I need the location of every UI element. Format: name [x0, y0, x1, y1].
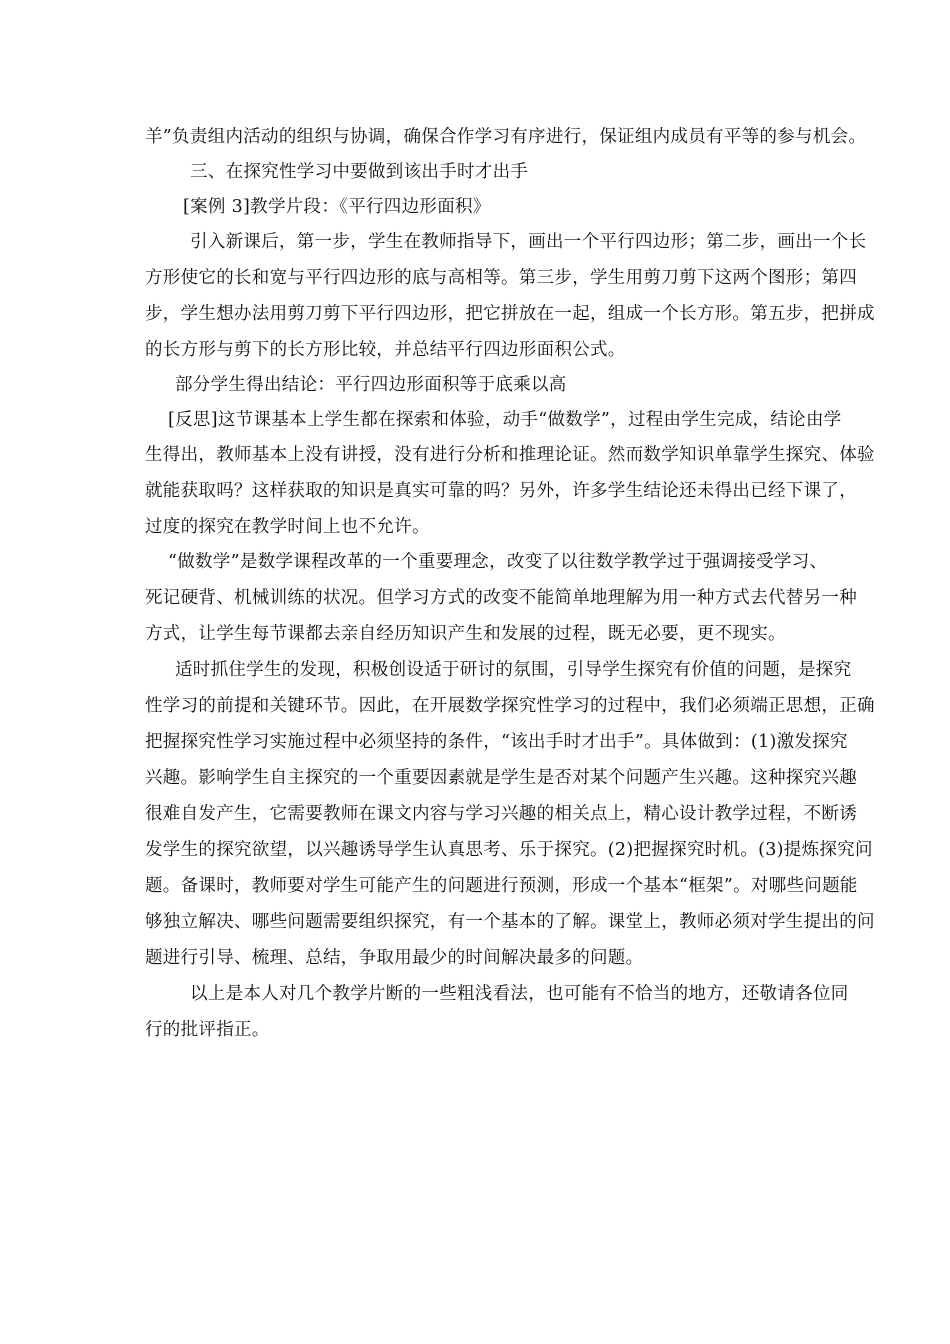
text-line: 死记硬背、机械训练的状况。但学习方式的改变不能简单地理解为用一种方式去代替另一种	[145, 588, 857, 608]
text-line: 步，学生想办法用剪刀剪下平行四边形，把它拼放在一起，组成一个长方形。第五步，把拼成	[145, 304, 875, 324]
text-line: 兴趣。影响学生自主探究的一个重要因素就是学生是否对某个问题产生兴趣。这种探究兴趣	[145, 768, 857, 788]
text-line: 引入新课后，第一步，学生在教师指导下，画出一个平行四边形；第二步，画出一个长	[190, 232, 867, 252]
text-line: 生得出，教师基本上没有讲授，没有进行分析和推理论证。然而数学知识单靠学生探究、体验	[145, 445, 875, 465]
text-line: 题。备课时，教师要对学生可能产生的问题进行预测，形成一个基本“框架”。对哪些问题能	[145, 876, 858, 896]
text-line: 就能获取吗？这样获取的知识是真实可靠的吗？另外，许多学生结论还未得出已经下课了，	[145, 481, 857, 501]
closing-line: 以上是本人对几个教学片断的一些粗浅看法，也可能有不恰当的地方，还敬请各位同	[190, 984, 849, 1004]
text-line: 把握探究性学习实施过程中必须坚持的条件，“该出手时才出手”。具体做到：(1)激发探究	[145, 732, 848, 752]
text-line: 过度的探究在教学时间上也不允许。	[145, 517, 430, 537]
text-line: 方形使它的长和宽与平行四边形的底与高相等。第三步，学生用剪刀剪下这两个图形；第四	[145, 268, 857, 288]
conclusion-line: 部分学生得出结论：平行四边形面积等于底乘以高	[175, 375, 567, 395]
text-line: 够独立解决、哪些问题需要组织探究，有一个基本的了解。课堂上，教师必须对学生提出的问	[145, 912, 875, 932]
text-line: 行的批评指正。	[145, 1020, 270, 1040]
text-line: 发学生的探究欲望，以兴趣诱导学生认真思考、乐于探究。(2)把握探究时机。(3)提炼探究问	[145, 840, 873, 860]
text-line: 羊”负责组内活动的组织与协调，确保合作学习有序进行，保证组内成员有平等的参与机会。	[145, 127, 867, 147]
text-line: 方式，让学生每节课都去亲自经历知识产生和发展的过程，既无必要，更不现实。	[145, 624, 786, 644]
text-line: 性学习的前提和关键环节。因此，在开展数学探究性学习的过程中，我们必须端正思想，正确	[145, 696, 875, 716]
text-line: 很难自发产生，它需要教师在课文内容与学习兴趣的相关点上，精心设计教学过程，不断诱	[145, 804, 857, 824]
case-title: [案例 3]教学片段：《平行四边形面积》	[183, 197, 491, 217]
text-line: “做数学”是数学课程改革的一个重要理念，改变了以往数学教学过于强调接受学习、	[168, 552, 828, 572]
text-line: 题进行引导、梳理、总结，争取用最少的时间解决最多的问题。	[145, 948, 644, 968]
text-line: 适时抓住学生的发现，积极创设适于研讨的氛围，引导学生探究有价值的问题，是探究	[175, 660, 852, 680]
reflection-line: [反思]这节课基本上学生都在探索和体验，动手“做数学”，过程由学生完成，结论由学	[168, 410, 842, 430]
text-line: 的长方形与剪下的长方形比较，并总结平行四边形面积公式。	[145, 340, 626, 360]
section-heading: 三、在探究性学习中要做到该出手时才出手	[190, 162, 529, 182]
